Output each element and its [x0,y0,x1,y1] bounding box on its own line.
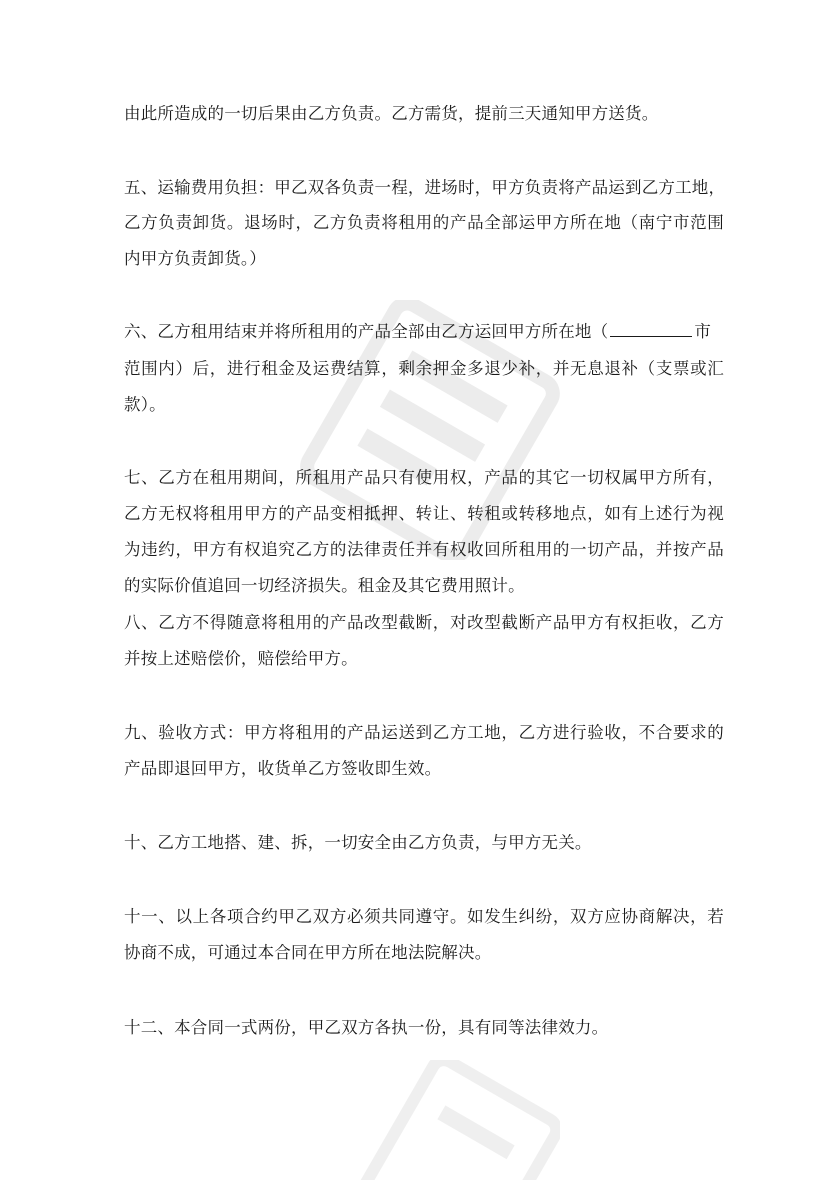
clause-6-line-3: 款）。 [124,395,166,414]
clause-5-line-1: 五、运输费用负担：甲乙双各负责一程，进场时，甲方负责将产品运到乙方工地， [124,178,726,197]
fill-in-blank-city[interactable] [610,322,692,337]
clause-9-line-2: 产品即退回甲方，收货单乙方签收即生效。 [124,759,442,778]
clause-6-line-1-text: 六、乙方租用结束并将所租用的产品全部由乙方运回甲方所在地（ [124,322,609,341]
clause-9-line-1: 九、验收方式：甲方将租用的产品运送到乙方工地，乙方进行验收，不合要求的 [124,723,724,742]
clause-10-line-1: 十、乙方工地搭、建、拆，一切安全由乙方负责，与甲方无关。 [124,833,592,852]
clause-5-line-2: 乙方负责卸货。退场时，乙方负责将租用的产品全部运甲方所在地（南宁市范围 [124,213,724,232]
clause-7-line-2: 乙方无权将租用甲方的产品变相抵押、转让、转租或转移地点，如有上述行为视 [124,504,724,523]
text-line-carryover: 由此所造成的一切后果由乙方负责。乙方需货，提前三天通知甲方送货。 [124,104,659,123]
clause-7-line-4: 的实际价值追回一切经济损失。租金及其它费用照计。 [124,576,525,595]
clause-5-line-3: 内甲方负责卸货。） [124,249,267,268]
document-watermark-fragment-icon [360,1060,560,1180]
clause-6-line-2: 范围内）后，进行租金及运费结算，剩余押金多退少补，并无息退补（支票或汇 [124,359,724,378]
clause-11-line-1: 十一、以上各项合约甲乙双方必须共同遵守。如发生纠纷，双方应协商解决，若 [124,907,724,926]
clause-6-line-1 [124,322,724,342]
clause-11-line-2: 协商不成，可通过本合同在甲方所在地法院解决。 [124,943,492,962]
clause-8-line-2: 并按上述赔偿价，赔偿给甲方。 [124,649,358,668]
clause-8-line-1: 八、乙方不得随意将租用的产品改型截断，对改型截断产品甲方有权拒收，乙方 [124,613,724,632]
clause-6-line-1-suffix: 市 [694,322,712,341]
clause-12-line-1: 十二、本合同一式两份，甲乙双方各执一份，具有同等法律效力。 [124,1018,609,1037]
clause-7-line-3: 为违约，甲方有权追究乙方的法律责任并有权收回所租用的一切产品，并按产品 [124,540,724,559]
clause-7-line-1: 七、乙方在租用期间，所租用产品只有使用权，产品的其它一切权属甲方所有， [124,468,724,487]
